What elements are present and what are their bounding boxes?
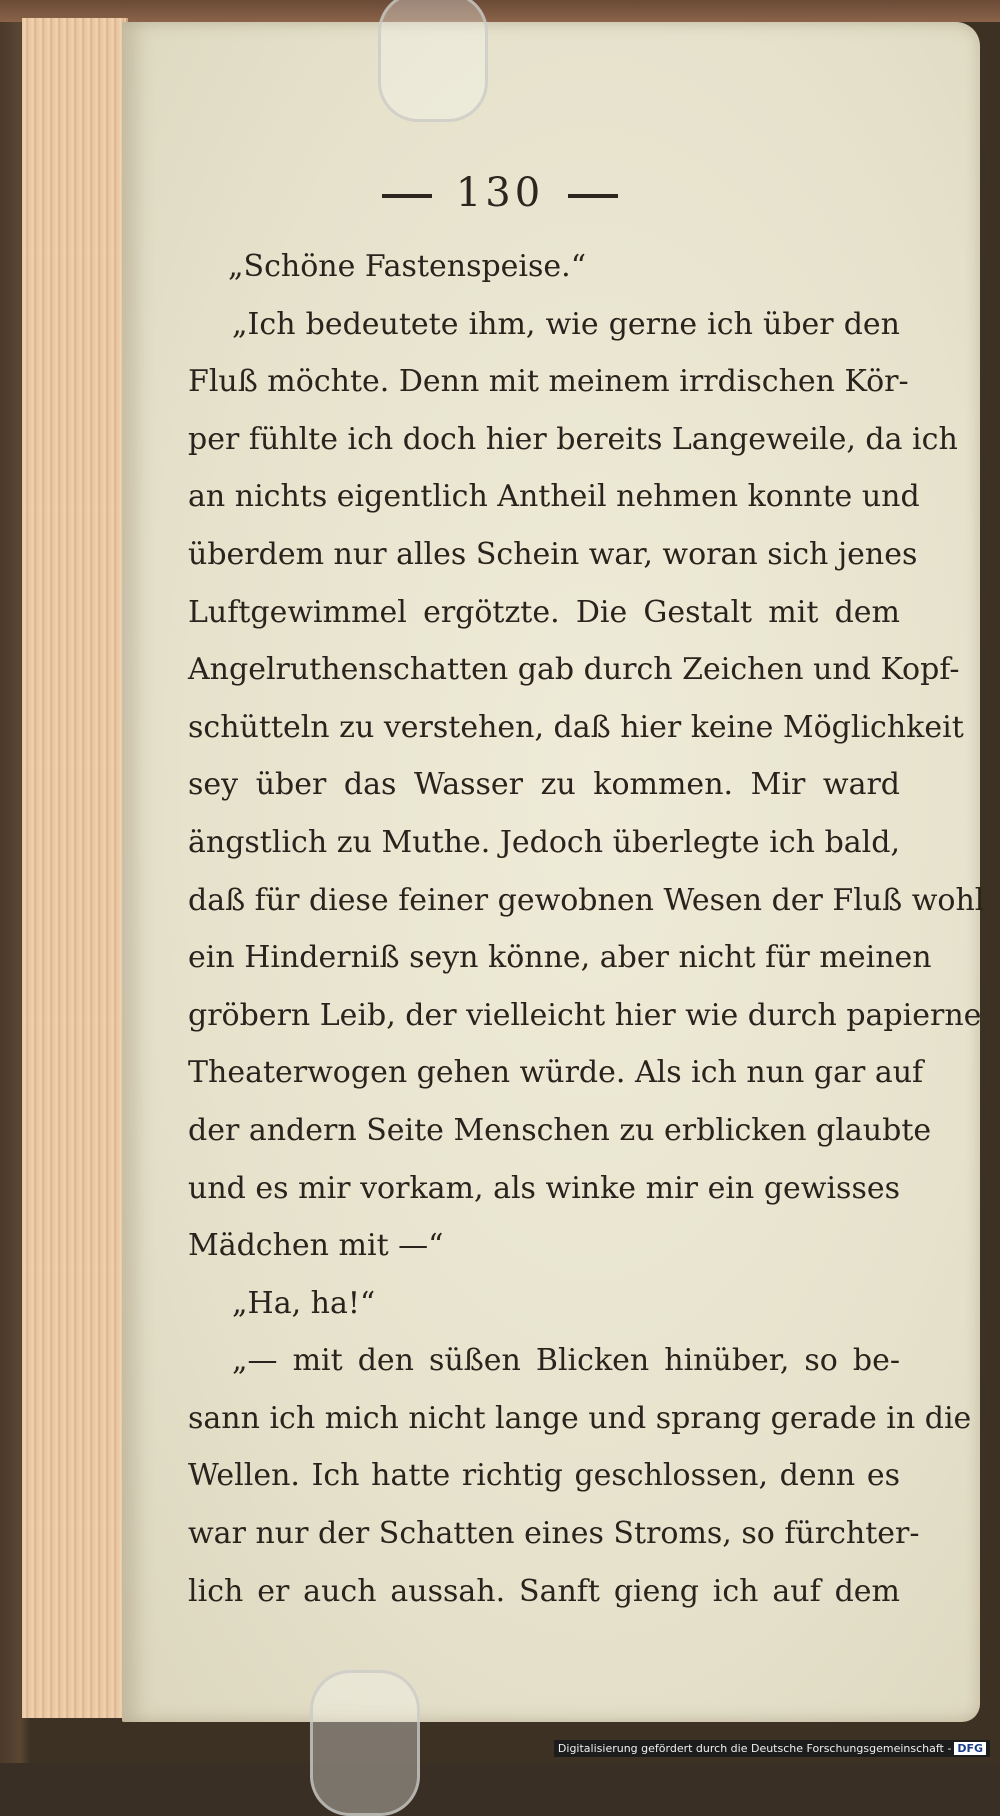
- text-line: an nichts eigentlich Antheil nehmen konnte und: [188, 479, 920, 515]
- text-line: schütteln zu verstehen, daß hier keine Möglichkeit: [188, 709, 964, 745]
- page-clip-top: [378, 0, 488, 122]
- text-line: Angelruthenschatten gab durch Zeichen und Kopf-: [188, 652, 960, 688]
- dfg-logo: DFG: [954, 1742, 986, 1755]
- text-line: und es mir vorkam, als winke mir ein gewisses: [188, 1170, 900, 1206]
- text-line: daß für diese feiner gewobnen Wesen der Fluß wohl: [188, 882, 985, 918]
- text-line: Wellen. Ich hatte richtig geschlossen, denn es: [188, 1458, 900, 1494]
- text-line: „Ich bedeutete ihm, wie gerne ich über den: [232, 306, 900, 342]
- text-line: Luftgewimmel ergötzte. Die Gestalt mit dem: [188, 594, 900, 630]
- text-line: ängstlich zu Muthe. Jedoch überlegte ich bald,: [188, 824, 900, 860]
- text-line: per fühlte ich doch hier bereits Langeweile, da ich: [188, 421, 958, 457]
- text-line: war nur der Schatten eines Stroms, so fürchter-: [188, 1516, 920, 1552]
- text-line: „Ha, ha!“: [232, 1285, 376, 1321]
- book-cover-top: [0, 0, 1000, 22]
- digitization-credit: [554, 1740, 990, 1757]
- text-line: „Schöne Fastenspeise.“: [228, 249, 587, 284]
- book-page-edges: [22, 18, 128, 1718]
- credit-text: Digitalisierung gefördert durch die Deutsche Forschungsgemeinschaft -: [557, 1742, 952, 1755]
- text-line: ein Hinderniß seyn könne, aber nicht für meinen: [188, 940, 932, 976]
- text-line: gröbern Leib, der vielleicht hier wie durch papierne: [188, 997, 982, 1033]
- text-line: Fluß möchte. Denn mit meinem irrdischen Kör-: [188, 364, 909, 400]
- text-line: Mädchen mit —“: [188, 1228, 444, 1264]
- text-line: „— mit den süßen Blicken hinüber, so be-: [232, 1343, 900, 1379]
- page-number: 130: [455, 170, 545, 216]
- text-line: Theaterwogen gehen würde. Als ich nun gar auf: [188, 1055, 924, 1091]
- text-line: der andern Seite Menschen zu erblicken glaubte: [188, 1112, 932, 1148]
- page-text: [188, 238, 985, 1620]
- text-line: sey über das Wasser zu kommen. Mir ward: [188, 767, 900, 803]
- page-header: [0, 170, 1000, 216]
- header-dash-left: [382, 194, 432, 198]
- text-line: überdem nur alles Schein war, woran sich jenes: [188, 536, 918, 572]
- header-dash-right: [568, 194, 618, 198]
- text-line: lich er auch aussah. Sanft gieng ich auf dem: [188, 1573, 900, 1609]
- page-clip-bottom: [310, 1670, 420, 1816]
- text-line: sann ich mich nicht lange und sprang gerade in die: [188, 1400, 972, 1436]
